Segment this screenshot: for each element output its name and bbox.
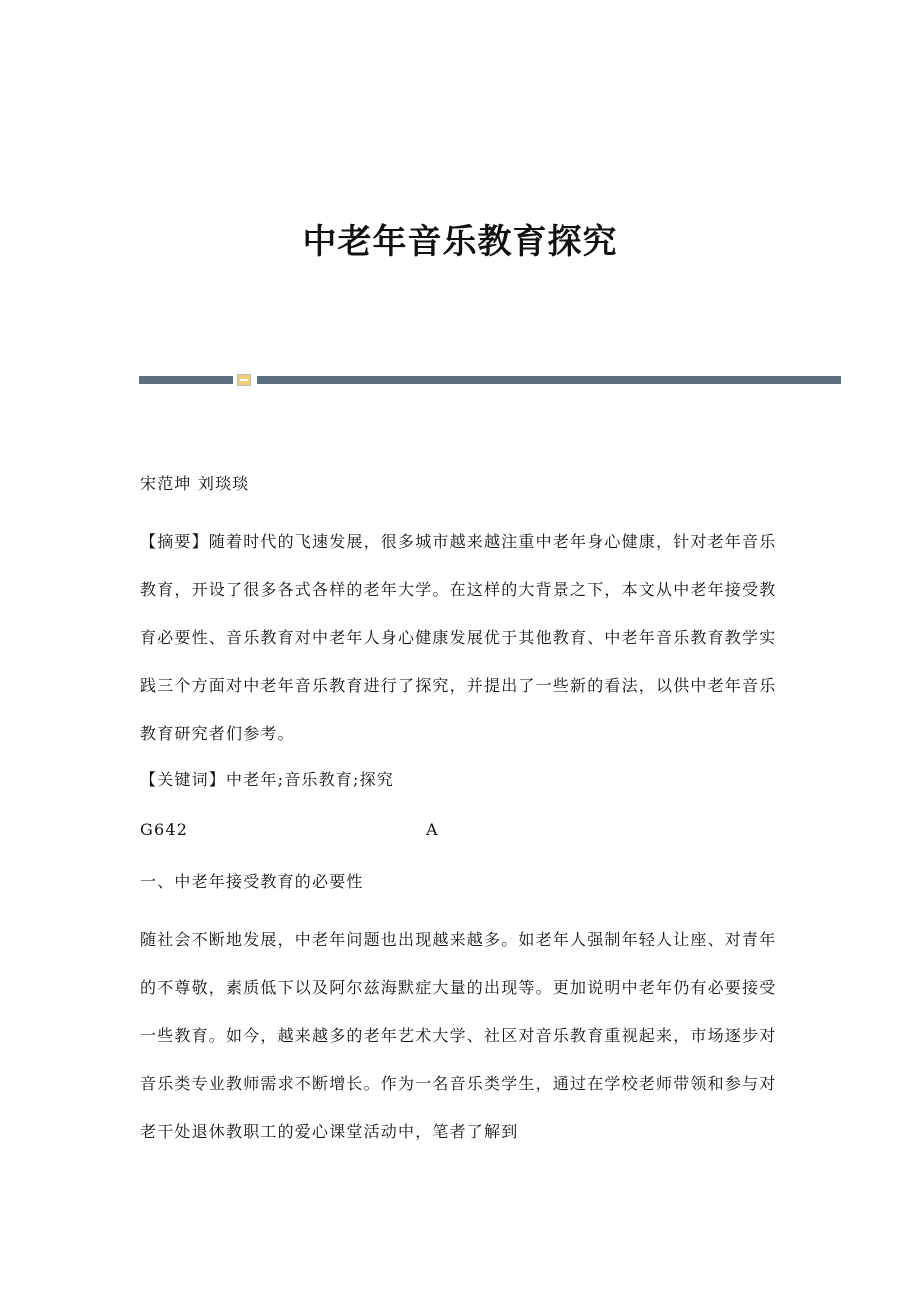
divider-badge-icon xyxy=(237,374,251,386)
document-body xyxy=(140,466,780,1156)
divider-bar-right xyxy=(257,376,841,384)
section-body: 随社会不断地发展，中老年问题也出现越来越多。如老年人强制年轻人让座、对青年的不尊敬，素质低下以及阿尔兹海默症大量的出现等。更加说明中老年仍有必要接受一些教育。如今，越来越多的老年艺术大学、社区对音乐教育重视起来，市场逐步对音乐类专业教师需求不断增长。作为一名音乐类学生，通过在学校老师带领和参与对老干处退休教职工的爱心课堂活动中，笔者了解到 xyxy=(140,930,777,1141)
document-code: A xyxy=(426,820,439,839)
classification-codes xyxy=(140,812,780,848)
authors: 宋范坤 刘琰琰 xyxy=(140,474,250,493)
abstract: 【摘要】随着时代的飞速发展，很多城市越来越注重中老年身心健康，针对老年音乐教育，开设了很多各式各样的老年大学。在这样的大背景之下，本文从中老年接受教育必要性、音乐教育对中老年人身心健康发展优于其他教育、中老年音乐教育教学实践三个方面对中老年音乐教育进行了探究，并提出了一些新的看法，以供中老年音乐教育研究者们参考。 xyxy=(140,532,777,743)
document-title: 中老年音乐教育探究 xyxy=(302,222,618,262)
title-divider xyxy=(139,374,841,386)
classification-code: G642 xyxy=(140,820,189,839)
section-heading: 一、中老年接受教育的必要性 xyxy=(140,872,364,891)
keywords: 【关键词】中老年;音乐教育;探究 xyxy=(140,770,394,789)
divider-bar-left xyxy=(139,376,233,384)
